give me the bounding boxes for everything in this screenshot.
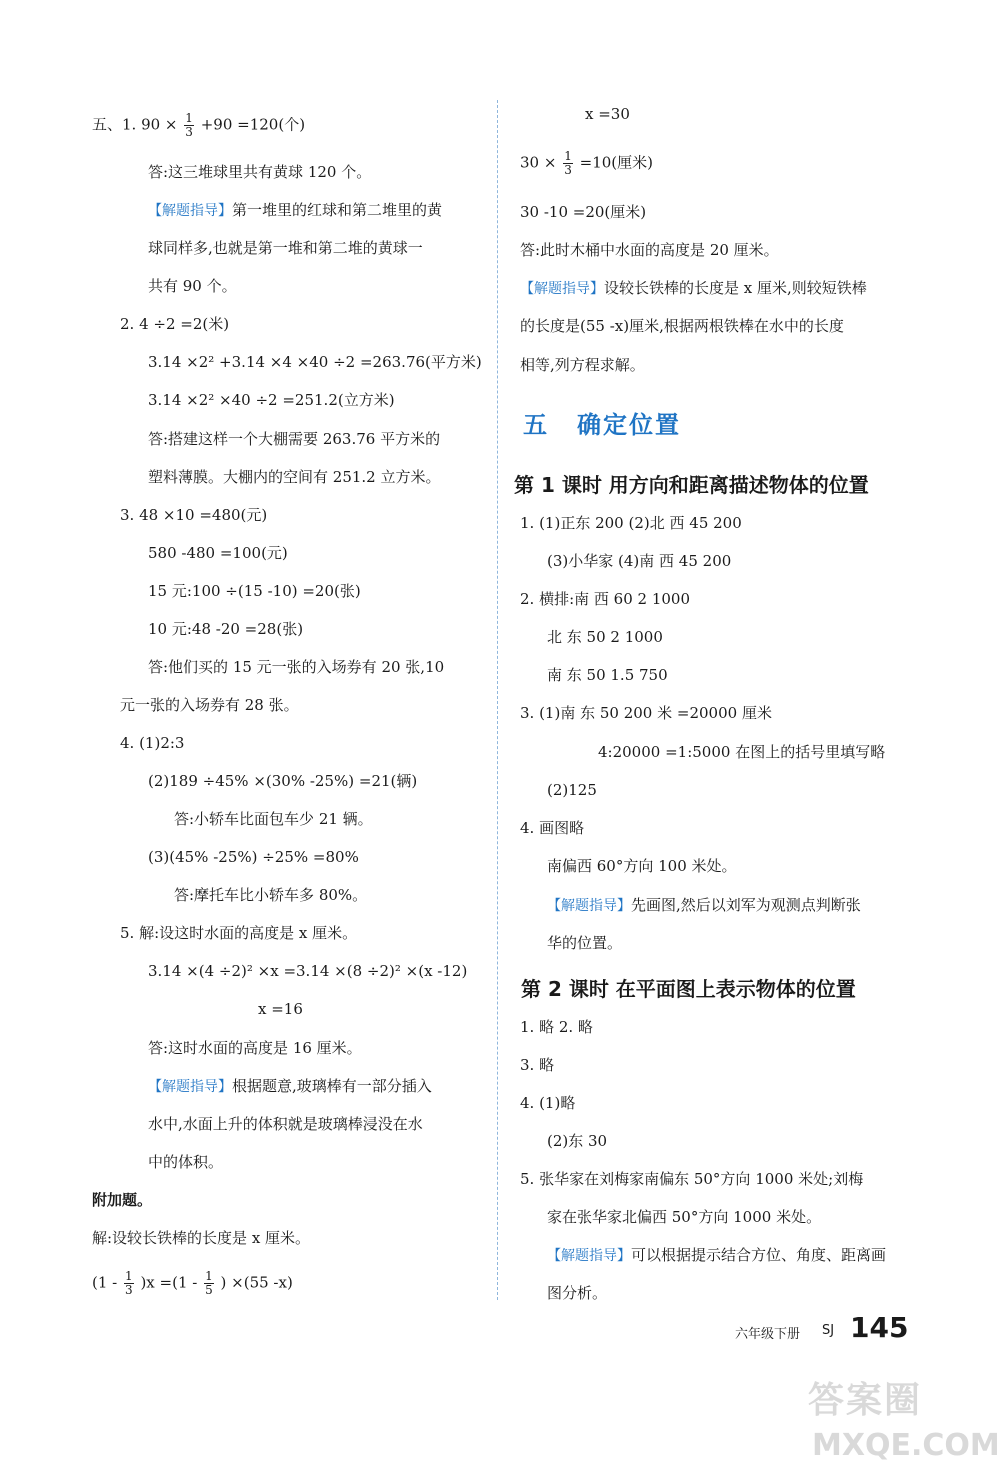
right-line-7: 相等,列方程求解。 (520, 356, 645, 374)
section-heading: 五 确定位置 (523, 411, 681, 439)
left-line-28: 中的体积。 (148, 1153, 224, 1171)
footer-grade: 六年级下册 (735, 1327, 801, 1342)
fraction: $\frac{1}{3}$ (125, 1269, 133, 1297)
right-line-27: 图分析。 (547, 1284, 608, 1302)
left-line-12: 580 -480 =100(元) (148, 544, 288, 562)
right-line-22: 4. (1)略 (520, 1094, 576, 1112)
right-line-2: 30 × $\frac{1}{3}$ =10(厘米) (520, 149, 654, 177)
left-line-22: 5. 解:设这时水面的高度是 x 厘米。 (120, 924, 358, 942)
right-line-12: 南 东 50 1.5 750 (547, 666, 668, 684)
left-line-17: 4. (1)2:3 (120, 734, 185, 752)
right-line-1: x =30 (585, 105, 630, 123)
right-line-25: 家在张华家北偏西 50°方向 1000 米处。 (547, 1208, 822, 1226)
left-line-9: 答:搭建这样一个大棚需要 263.76 平方米的 (148, 430, 441, 448)
left-line-10: 塑料薄膜。大棚内的空间有 251.2 立方米。 (148, 468, 441, 486)
left-line-14: 10 元:48 -20 =28(张) (148, 620, 304, 638)
fraction: $\frac{1}{5}$ (205, 1269, 213, 1297)
right-line-26: 【解题指导】可以根据提示结合方位、角度、距离画 (547, 1246, 887, 1264)
watermark-url: MXQE.COM (812, 1428, 1000, 1463)
fraction: $\frac{1}{3}$ (185, 111, 193, 139)
left-line-11: 3. 48 ×10 =480(元) (120, 506, 268, 524)
left-line-16: 元一张的入场券有 28 张。 (120, 696, 299, 714)
left-line-2: 答:这三堆球里共有黄球 120 个。 (148, 163, 372, 181)
right-line-14: 4:20000 =1:5000 在图上的括号里填写略 (598, 743, 886, 761)
left-line-7: 3.14 ×2² +3.14 ×4 ×40 ÷2 =263.76(平方米) (148, 353, 482, 371)
right-line-24: 5. 张华家在刘梅家南偏东 50°方向 1000 米处;刘梅 (520, 1170, 864, 1188)
left-line-27: 水中,水面上升的体积就是玻璃棒浸没在水 (148, 1115, 423, 1133)
hint-tag: 【解题指导】 (148, 203, 232, 219)
right-line-10: 2. 横排:南 西 60 2 1000 (520, 590, 691, 608)
left-line-30: 解:设较长铁棒的长度是 x 厘米。 (92, 1229, 311, 1247)
right-line-23: (2)东 30 (547, 1132, 608, 1150)
right-line-17: 南偏西 60°方向 100 米处。 (547, 857, 737, 875)
left-line-18: (2)189 ÷45% ×(30% -25%) =21(辆) (148, 772, 418, 790)
left-line-23: 3.14 ×(4 ÷2)² ×x =3.14 ×(8 ÷2)² ×(x -12) (148, 962, 468, 980)
left-line-24: x =16 (258, 1000, 303, 1018)
column-divider (497, 100, 498, 1300)
right-line-4: 答:此时木桶中水面的高度是 20 厘米。 (520, 241, 779, 259)
right-line-18: 【解题指导】先画图,然后以刘军为观测点判断张 (547, 896, 861, 914)
left-line-4: 球同样多,也就是第一堆和第二堆的黄球一 (148, 239, 423, 257)
watermark-logo: 答案圈 (808, 1380, 923, 1421)
left-line-1: 五、1. 90 × $\frac{1}{3}$ +90 =120(个) (92, 111, 306, 139)
hint-tag: 【解题指导】 (547, 898, 631, 914)
left-line-8: 3.14 ×2² ×40 ÷2 =251.2(立方米) (148, 391, 395, 409)
lesson-1-title: 第 1 课时 用方向和距离描述物体的位置 (514, 473, 869, 497)
hint-tag: 【解题指导】 (547, 1248, 631, 1264)
lesson-2-title: 第 2 课时 在平面图上表示物体的位置 (521, 977, 856, 1001)
left-line-5: 共有 90 个。 (148, 277, 237, 295)
left-line-29: 附加题。 (92, 1191, 153, 1209)
left-line-3: 【解题指导】第一堆里的红球和第二堆里的黄 (148, 201, 443, 219)
right-line-8: 1. (1)正东 200 (2)北 西 45 200 (520, 514, 742, 532)
left-line-6: 2. 4 ÷2 =2(米) (120, 315, 230, 333)
hint-tag: 【解题指导】 (520, 281, 604, 297)
left-line-20: (3)(45% -25%) ÷25% =80% (148, 848, 359, 866)
right-line-20: 1. 略 2. 略 (520, 1018, 593, 1036)
right-line-19: 华的位置。 (547, 934, 623, 952)
right-line-5: 【解题指导】设较长铁棒的长度是 x 厘米,则较短铁棒 (520, 279, 867, 297)
footer-code: SJ (822, 1323, 835, 1338)
right-line-6: 的长度是(55 -x)厘米,根据两根铁棒在水中的长度 (520, 317, 844, 335)
right-line-9: (3)小华家 (4)南 西 45 200 (547, 552, 732, 570)
fraction: $\frac{1}{3}$ (564, 149, 572, 177)
right-line-11: 北 东 50 2 1000 (547, 628, 663, 646)
left-line-21: 答:摩托车比小轿车多 80%。 (174, 886, 368, 904)
left-line-15: 答:他们买的 15 元一张的入场券有 20 张,10 (148, 658, 445, 676)
left-line-13: 15 元:100 ÷(15 -10) =20(张) (148, 582, 361, 600)
right-line-21: 3. 略 (520, 1056, 555, 1074)
left-line-26: 【解题指导】根据题意,玻璃棒有一部分插入 (148, 1077, 432, 1095)
hint-tag: 【解题指导】 (148, 1079, 232, 1095)
right-line-15: (2)125 (547, 781, 597, 799)
right-line-13: 3. (1)南 东 50 200 米 =20000 厘米 (520, 704, 772, 722)
left-line-31: (1 - $\frac{1}{3}$ )x =(1 - $\frac{1}{5}$ ) ×(55 -x) (92, 1269, 293, 1297)
right-line-16: 4. 画图略 (520, 819, 585, 837)
left-line-25: 答:这时水面的高度是 16 厘米。 (148, 1039, 362, 1057)
left-line-19: 答:小轿车比面包车少 21 辆。 (174, 810, 373, 828)
right-line-3: 30 -10 =20(厘米) (520, 203, 647, 221)
page-number: 145 (850, 1311, 909, 1344)
